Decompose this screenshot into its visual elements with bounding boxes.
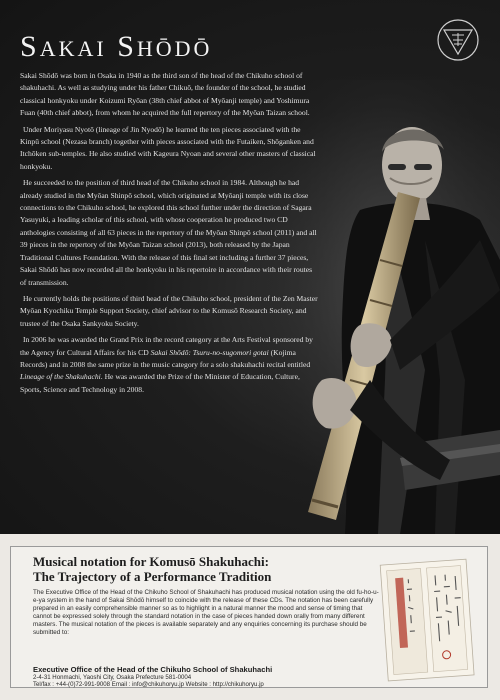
- advert-title-line-1: Musical notation for Komusō Shakuhachi:: [33, 554, 269, 569]
- award-text: . He was awarded the Prize of the Minister of Education, Culture, Sports, Science and Technology in 2008.: [20, 372, 300, 394]
- award-recital-title: Lineage of the Shakuhachi: [20, 372, 101, 382]
- award-text: (Kojima Records) and in 2008 the same prize in the music category for a solo shakuhachi recital entitled: [20, 347, 311, 369]
- award-text: In 2006 he was awarded the Grand Prix in the record category at the Arts Festival sponsored by the Agency for Cultural Affairs for his CD: [20, 335, 313, 357]
- title-initial-2: S: [117, 30, 137, 63]
- notation-booklet-image: [376, 552, 480, 684]
- biography-paragraph: Under Moriyasu Nyotō (lineage of Jin Nyodō) he learned the ten pieces associated with the Kinpū school (Nezasa branch) together with pieces associated with the Futaiken, Shōganken and Itchōken sub-temples. He also studied with Kageura Nyoan and several other masters of classical honkyoku.: [20, 124, 316, 171]
- advert-description: The Executive Office of the Head of the Chikuho School of Shakuhachi has produced musical notation using the old fu-ho-u-e-ya system in the hand of Sakai Shōdō himself to coincide with the release of these CDs. The notation has been carefully prepared in an easily comprehensible manner so as to highlight in a natural manner the mood and sense of timing that cannot be expressed solely through the standard notation in the case of pieces handed down orally from many different masters. The musical notation of the pieces is available separately and any enquiries concerning its purchase should be submitted to:: [33, 589, 379, 637]
- biography-paragraph: He currently holds the positions of third head of the Chikuho school, president of the Zen Master Myōan Kyochiku Temple Support Society, chief advisor to the Komusō Research Society, and trustee of the Osaka Sankyoku Society.: [20, 293, 318, 328]
- biography-paragraph: Sakai Shōdō was born in Osaka in 1940 as the third son of the head of the Chikuho school of shakuhachi. As well as studying under his father Chikuō, the founder of the school, he studied classical honkyoku under Koizumi Ryōan (38th chief abbot of Myōanji temple) and Yoshimura Fuan (40th chief abbot), from whom he acquired the full repertory of the Myōan Taizan school.: [20, 71, 310, 118]
- biography-paragraph-awards: [20, 334, 318, 396]
- advert-organization: Executive Office of the Head of the Chikuho School of Shakuhachi: [33, 665, 273, 674]
- biography-paragraph: He succeeded to the position of third head of the Chikuho school in 1984. Although he had already studied in the Myōan Shinpō school, which originated at Myōanji temple with its close connections to the Chikuho school, he explored this school further under the direction of Sagara Yasuyuki, a leading scholar of this school, with whose cooperation he produced two CD anthologies consisting of all 63 pieces in the repertory of the Myōan Shinpō school (2011) and all 39 pieces in the repertory of the Myōan Taizan school (2013), both released by the Japan Traditional Cultures Foundation. With the release of this final set including a further 37 pieces, Sakai Shōdō has now recorded all the honkyoku in his repertoire in accordance with their routes of transmission.: [20, 178, 317, 287]
- title-rest-1: AKAI: [39, 36, 107, 61]
- advert-contact: Tel/fax : +44-(0)72-991-9008 Email : info@chikuhoryu.jp Website : http://chikuhoryu.jp: [33, 681, 264, 688]
- biography-text: [20, 70, 318, 400]
- title-initial-1: S: [20, 30, 40, 63]
- school-emblem-icon: [436, 18, 480, 62]
- advert-title: [33, 555, 363, 584]
- title-rest-2: HŌDŌ: [136, 36, 213, 61]
- page-title: [20, 30, 212, 64]
- award-cd-title: Sakai Shōdō: Tsuru-no-sugomori gotai: [150, 347, 269, 357]
- advert-address: 2-4-31 Honmachi, Yaoshi City, Osaka Prefecture 581-0004: [33, 674, 192, 681]
- advert-title-line-2: The Trajectory of a Performance Tradition: [33, 568, 272, 584]
